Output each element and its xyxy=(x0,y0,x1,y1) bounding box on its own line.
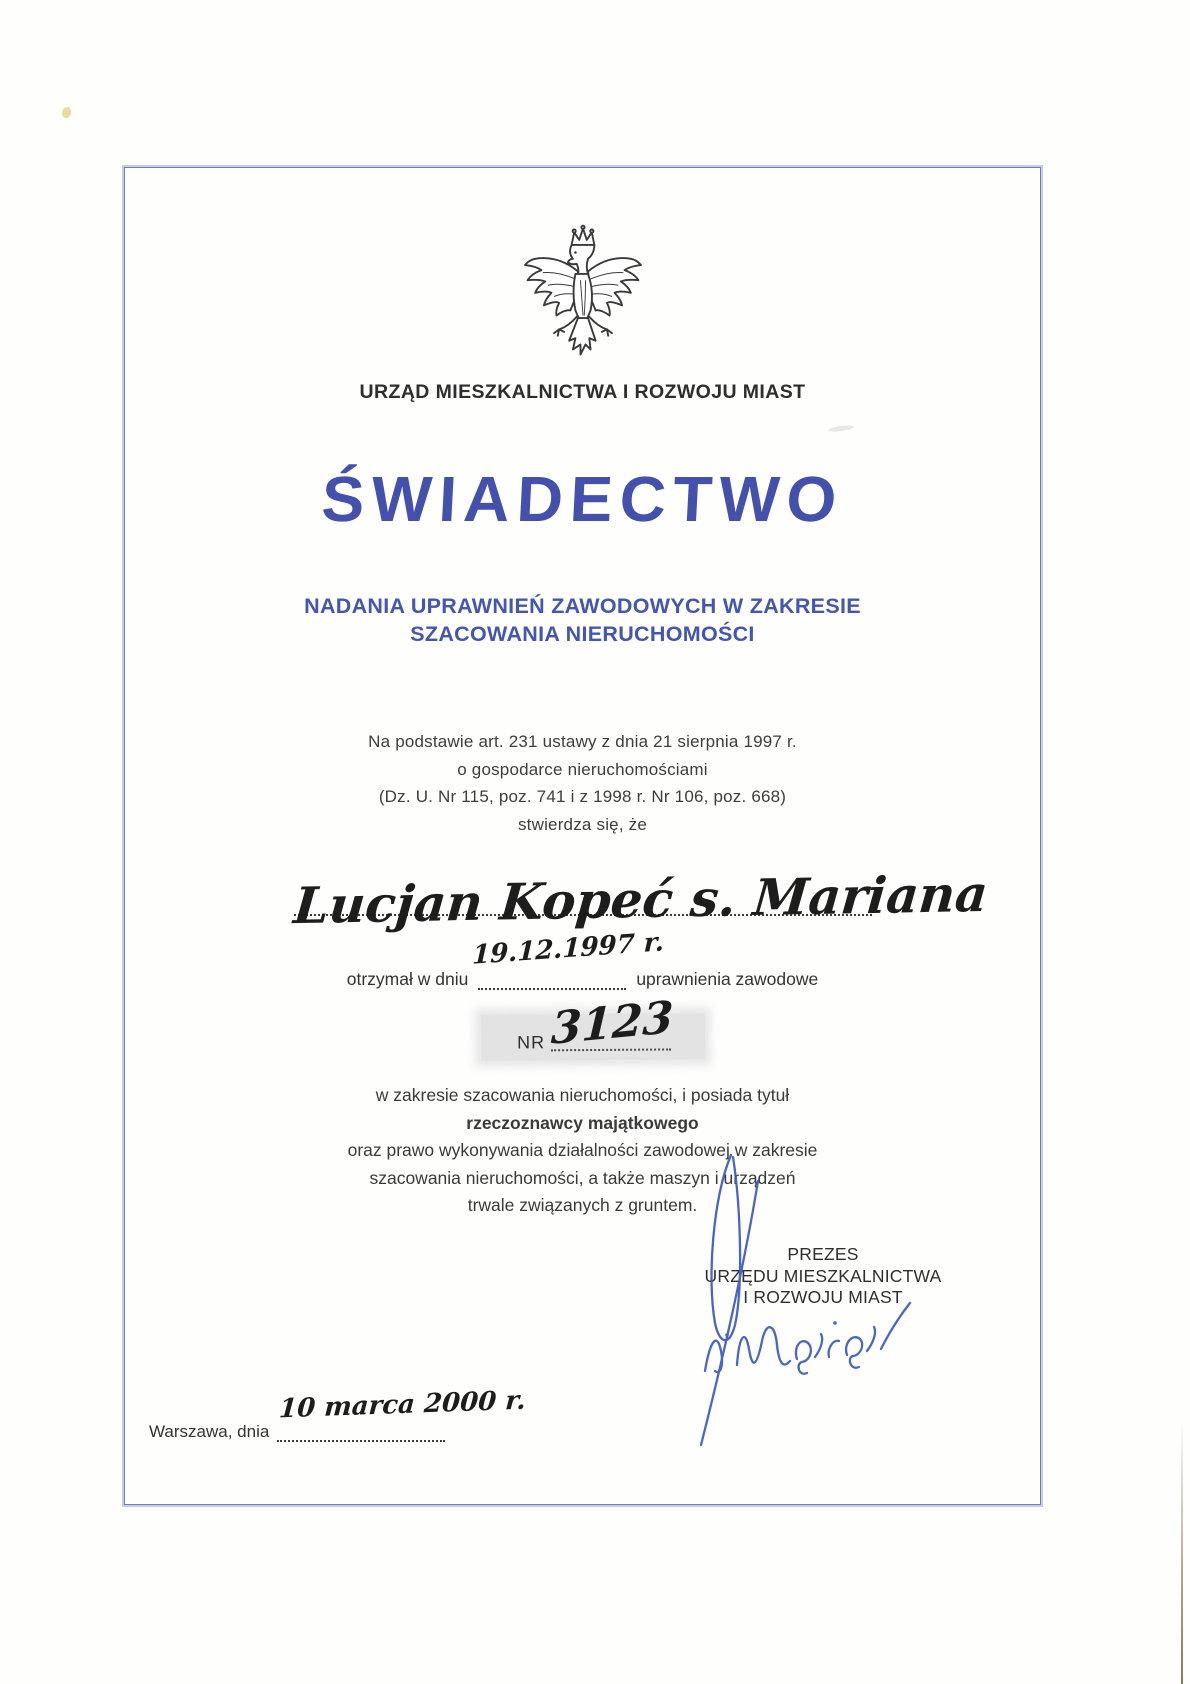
scan-edge-artifact xyxy=(1181,1420,1183,1684)
subtitle-line-1: NADANIA UPRAWNIEŃ ZAWODOWYCH W ZAKRESIE xyxy=(304,594,861,618)
signatory-title-1: PREZES xyxy=(787,1244,859,1264)
place-dotted-line xyxy=(277,1385,528,1442)
issuing-authority: URZĄD MIESZKALNICTWA I ROZWOJU MIAST xyxy=(359,381,806,403)
body-line-1: w zakresie szacowania nieruchomości, i posiada tytuł xyxy=(375,1085,790,1105)
body-line-4: szacowania nieruchomości, a także maszyn i urządzeń xyxy=(369,1167,796,1188)
legal-basis-line-4: stwierdza się, że xyxy=(517,814,648,834)
grant-suffix: uprawnienia zawodowe xyxy=(636,969,819,989)
certificate-number-handwritten: 3123 xyxy=(549,991,674,1055)
issue-date-handwritten: 10 marca 2000 r. xyxy=(278,1385,528,1425)
body-line-5: trwale związanych z gruntem. xyxy=(467,1195,698,1215)
subtitle-line-2: SZACOWANIA NIERUCHOMOŚCI xyxy=(410,622,755,646)
certificate-content-area xyxy=(124,167,1041,1505)
number-label: NR xyxy=(516,1032,545,1053)
recipient-name-handwritten: Lucjan Kopeć s. Mariana xyxy=(290,863,990,936)
body-line-2: rzeczoznawcy majątkowego xyxy=(466,1112,699,1133)
legal-basis xyxy=(125,728,1040,838)
recipient-name-line xyxy=(290,836,990,936)
certificate-border xyxy=(122,165,1043,1507)
document-subtitle xyxy=(125,592,1040,648)
certificate-number-box xyxy=(480,991,704,1061)
legal-basis-line-3: (Dz. U. Nr 115, poz. 741 i z 1998 r. Nr 106, poz. 668) xyxy=(378,787,787,806)
signatory-title-3: I ROZWOJU MIAST xyxy=(743,1287,903,1307)
grant-date-line xyxy=(125,927,1040,990)
body-line-3: oraz prawo wykonywania działalności zawodowej w zakresie xyxy=(347,1140,818,1160)
legal-basis-line-1: Na podstawie art. 231 ustawy z dnia 21 sierpnia 1997 r. xyxy=(368,732,797,751)
place-prefix: Warszawa, dnia xyxy=(149,1422,270,1441)
document-title: ŚWIADECTWO xyxy=(319,463,846,535)
scan-speck xyxy=(62,107,71,118)
polish-eagle-emblem-icon xyxy=(520,222,646,385)
grant-prefix: otrzymał w dniu xyxy=(346,969,469,989)
grant-date-handwritten: 19.12.1997 r. xyxy=(472,927,665,971)
legal-basis-line-2: o gospodarce nieruchomościami xyxy=(457,759,708,779)
place-date-line xyxy=(149,1385,528,1442)
date-dotted-line xyxy=(472,927,665,990)
signatory-title-2: URZĘDU MIESZKALNICTWA xyxy=(704,1265,942,1286)
signature-ink xyxy=(655,1138,1005,1568)
